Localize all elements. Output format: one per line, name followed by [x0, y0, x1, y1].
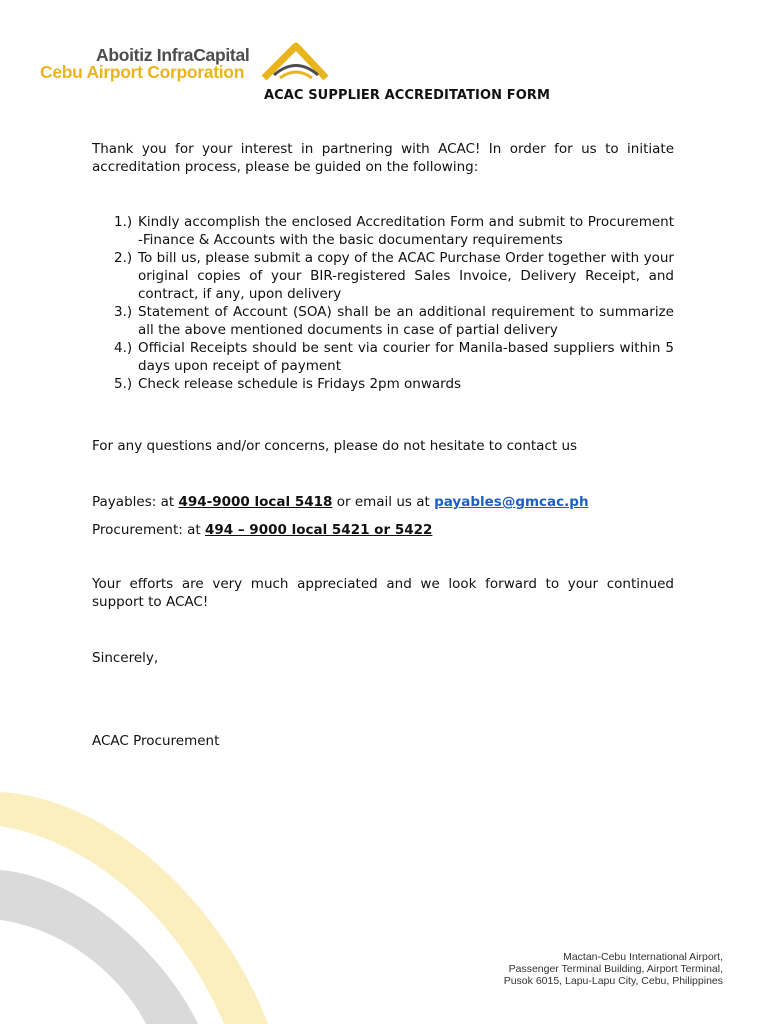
company-logo: [40, 42, 330, 82]
list-item-text: Kindly accomplish the enclosed Accreditation Form and submit to Procurement -Finance & Accounts with the basic documentary requirements: [138, 214, 674, 248]
requirements-list: [92, 213, 674, 393]
payables-email-link[interactable]: payables@gmcac.ph: [434, 494, 589, 510]
list-item-number: 4.): [114, 340, 133, 356]
appreciation-paragraph: Your efforts are very much appreciated and we look forward to your continued support to ACAC!: [92, 576, 674, 610]
document-title: ACAC SUPPLIER ACCREDITATION FORM: [263, 88, 551, 103]
address-line: Passenger Terminal Building, Airport Terminal,: [508, 963, 723, 975]
address-line: Pusok 6015, Lapu-Lapu City, Cebu, Philippines: [503, 975, 723, 987]
list-item-number: 1.): [114, 214, 133, 230]
procurement-phone[interactable]: 494 – 9000 local 5421 or 5422: [204, 522, 433, 538]
payables-label: Payables: at: [92, 494, 179, 510]
list-item: [92, 249, 674, 303]
procurement-label: Procurement: at: [92, 522, 205, 538]
decorative-swoosh: [0, 780, 300, 1024]
airport-roof-icon: [260, 42, 332, 80]
list-item-text: Official Receipts should be sent via courier for Manila-based suppliers within 5 days upon receipt of payment: [138, 340, 674, 374]
address-line: Mactan-Cebu International Airport,: [563, 951, 723, 963]
contact-note: For any questions and/or concerns, please do not hesitate to contact us: [92, 438, 578, 454]
list-item-text: Check release schedule is Fridays 2pm onwards: [138, 376, 462, 392]
list-item: [92, 213, 674, 249]
closing-salutation: Sincerely,: [92, 650, 159, 666]
list-item-number: 5.): [114, 376, 133, 392]
list-item: [92, 303, 674, 339]
signature-block: ACAC Procurement: [92, 733, 220, 749]
list-item-text: To bill us, please submit a copy of the ACAC Purchase Order together with your original copies of your BIR-registered Sales Invoice, Delivery Receipt, and contract, if any, upon delivery: [138, 250, 674, 302]
payables-phone[interactable]: 494-9000 local 5418: [178, 494, 333, 510]
logo-line-aboitiz: Aboitiz InfraCapital: [96, 45, 250, 65]
procurement-contact-line: [92, 521, 674, 539]
list-item: [92, 339, 674, 375]
list-item-number: 2.): [114, 250, 133, 266]
list-item-text: Statement of Account (SOA) shall be an additional requirement to summarize all the above mentioned documents in case of partial delivery: [138, 304, 674, 338]
office-address: [504, 951, 723, 987]
intro-paragraph: Thank you for your interest in partnering with ACAC! In order for us to initiate accreditation process, please be guided on the following:: [92, 141, 674, 175]
list-item-number: 3.): [114, 304, 133, 320]
list-item: [92, 375, 674, 393]
payables-contact-line: [92, 493, 674, 511]
logo-line-cebu-airport: Cebu Airport Corporation: [40, 62, 245, 82]
payables-email-prefix: or email us at: [332, 494, 435, 510]
